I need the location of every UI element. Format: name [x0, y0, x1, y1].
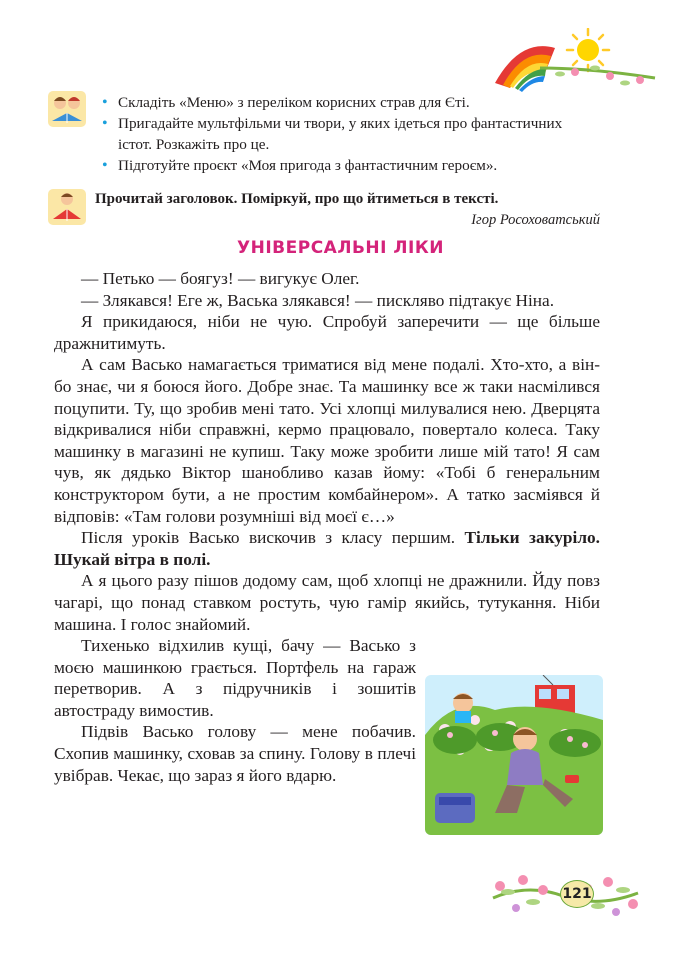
children-reading-icon — [48, 91, 86, 127]
task-item: • Складіть «Меню» з переліком корисних страв для Єті. — [102, 94, 470, 111]
paragraph: Тихенько відхилив кущі, бачу — Васько з моєю машинкою грається. Портфель на гараж перетворив. А з підручників і зошитів автостраду вимостив. — [54, 636, 416, 720]
bullet-icon: • — [102, 115, 108, 132]
paragraph: Підвів Васько голову — мене побачив. Схопив машинку, сховав за спину. Голову в плечі увібрав. Чекає, що зараз я його вдарю. — [54, 722, 416, 785]
paragraph: Я прикидаюся, ніби не чую. Спробуй заперечити — ще більше дражнитимуть. — [54, 312, 600, 353]
book-reading-icon — [48, 189, 86, 225]
bullet-icon: • — [102, 157, 108, 174]
story-illustration — [425, 675, 603, 835]
paragraph: — Петько — боягуз! — вигукує Олег. — [81, 269, 360, 288]
paragraph: — Злякався! Еге ж, Васька злякався! — пискляво підтакує Ніна. — [81, 290, 555, 310]
bullet-icon: • — [102, 94, 108, 111]
paragraph: А я цього разу пішов додому сам, щоб хлопці не дражнили. Йду повз чагарі, що понад ставком ростуть, чую гамір якийсь, тутукання. Ніби машина. І голос знайомий. — [54, 571, 600, 634]
page-number: 121 — [560, 880, 594, 908]
reading-instruction: Прочитай заголовок. Поміркуй, про що йтиметься в тексті. — [95, 191, 499, 207]
task-item: • Пригадайте мультфільми чи твори, у яких ідеться про фантастичних істот. Розкажіть про це. — [102, 115, 563, 153]
paragraph: Після уроків Васько вискочив з класу першим. Тільки закуріло. Шукай вітра в полі. — [54, 528, 601, 569]
task-list — [100, 92, 600, 176]
story-title: УНІВЕРСАЛЬНІ ЛІКИ — [237, 238, 444, 258]
paragraph: А сам Васько намагається триматися від мене подалі. Хто-хто, а він-бо знає, чи я боюся його. Добре знає. Та машинку все ж таки насмілився поцупити. Ту, що зробив мені тато. Усі хлопці милувалися нею. Дверцята відкривалися ніби справжні, кермо працювало, повертало колеса. Таку машинку в магазині не купиш. Таку може зробити лише мій тато! Я сам чув, як дядько Віктор шанобливо казав йому: «Тобі б генеральним конструктором бути, а не простим комбайнером». А татко засміявся й відповів: «Там голови розумніші від моєї є…» — [54, 355, 600, 526]
author-name: Ігор Росоховатський — [471, 212, 600, 228]
bold-phrase: Тільки закуріло. Шукай вітра в полі. — [54, 528, 601, 569]
task-item: • Підготуйте проєкт «Моя пригода з фантастичним героєм». — [102, 157, 498, 174]
rainbow-sun-icon — [480, 28, 660, 98]
